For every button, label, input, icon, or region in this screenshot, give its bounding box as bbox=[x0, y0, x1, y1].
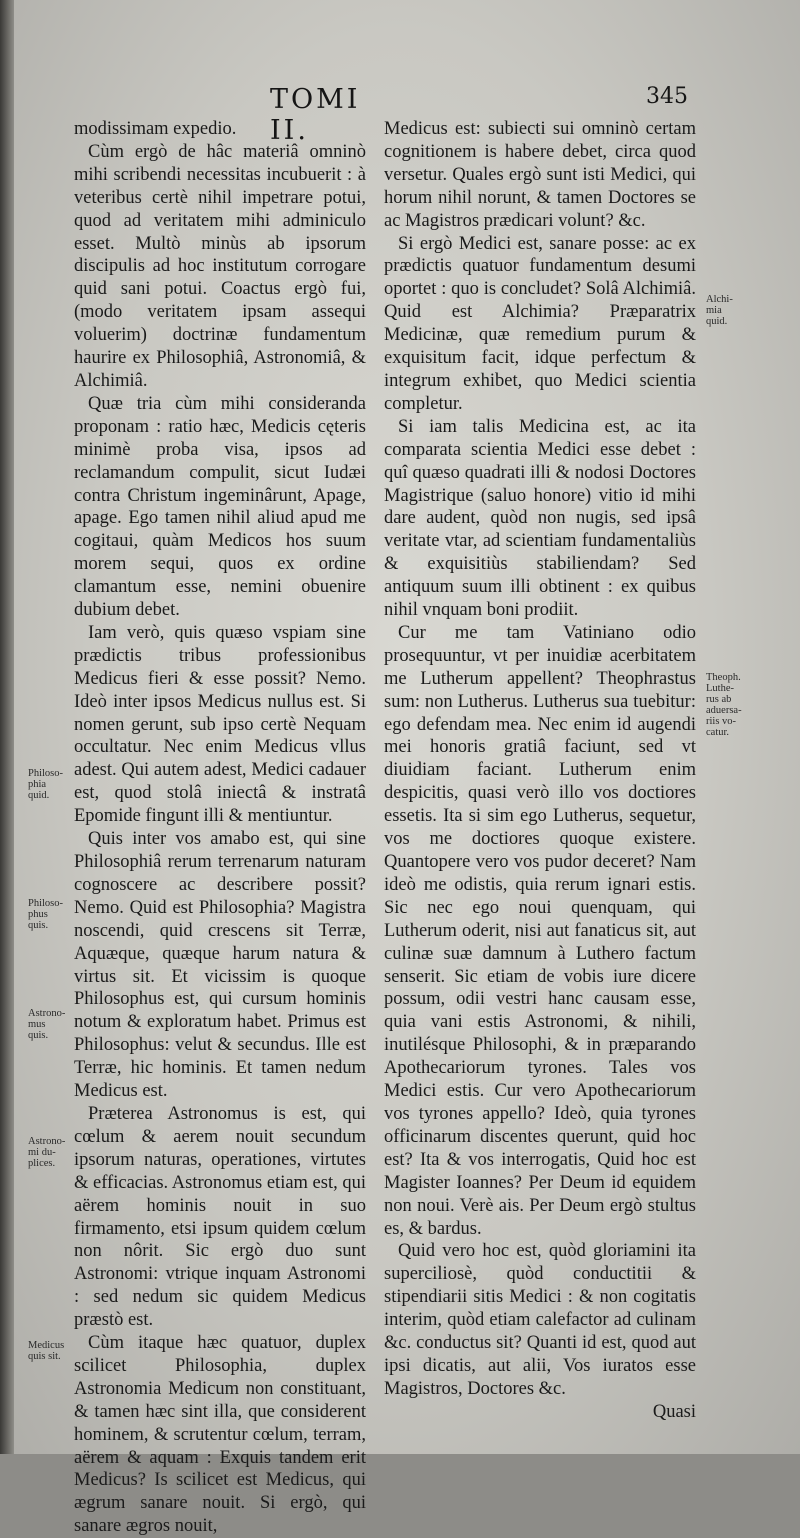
paragraph: Si iam talis Medicina est, ac ita comparata scientia Medici esse debet : quî quæso quadrati illi & nodosi Doctores Magistrique (saluo honore) vitio id mihi dare audent, quòd non nugis, sed ipsâ veritate vtar, ad scientiam fundamentaliùs & exquisitiùs stabiliendam? Sed antiquum suum illi obtinent : ex quibus nihil vnquam boni prodiit. bbox=[384, 416, 696, 621]
left-column bbox=[74, 118, 366, 1538]
marginal-gloss-theophrastus: Theoph. Luthe- rus ab aduersa- riis vo- catur. bbox=[706, 672, 742, 738]
paragraph: Medicus est: subiecti sui omninò certam cognitionem is habere debet, circa quod versetur. Quales ergò sunt isti Medici, qui horum nihil norunt, & tamen Doctores se ac Magistros prædicari volunt? &c. bbox=[384, 119, 696, 231]
marginal-gloss-alchimia: Alchi- mia quid. bbox=[706, 294, 733, 327]
marginal-gloss-astronomus: Astrono- mus quis. bbox=[28, 1008, 66, 1041]
paragraph: Quæ tria cùm mihi consideranda proponam : ratio hæc, Medicis cęteris minimè proba visa, ipsos ad reclamandum compulit, sicut Iudæi contra Christum ingeminârunt, Apage, apage. Ego tamen nihil aliud apud me cogitaui, quàm Medicos hos suum morem sequi, quos ex ordine clamantum esse, nemini obuenire dubium debet. bbox=[74, 393, 366, 621]
catchword: Quasi bbox=[652, 1401, 696, 1422]
paragraph: modissimam expedio. bbox=[74, 119, 237, 139]
paragraph: Præterea Astronomus is est, qui cœlum & aerem nouit secundum ipsorum naturas, operationes, virtutes & efficacias. Astronomus etiam est, qui aërem hominis nouit in suo firmamento, etsi ipsum quidem cœlum non nôrit. Sic ergò duo sunt Astronomi: vtrique inquam Astronomi : sed nedum sic quidem Medicus præstò est. bbox=[74, 1103, 366, 1331]
paragraph: Cùm itaque hæc quatuor, duplex scilicet Philosophia, duplex Astronomia Medicum non constituant, & tamen hæc sint illa, que considerent hominem, & scrutentur cœlum, terram, aërem & aquam : Exquis tandem erit Medicus? Is scilicet est Medicus, qui ægrum sanare nouit. Si ergò, qui sanare ægros nouit, bbox=[74, 1333, 366, 1537]
running-title: TOMI II. bbox=[270, 84, 361, 146]
marginal-gloss-medicus: Medicus quis sit. bbox=[28, 1340, 65, 1362]
right-column bbox=[384, 118, 696, 1424]
marginal-gloss-astronomi: Astrono- mi du- plices. bbox=[28, 1136, 66, 1169]
marginal-gloss-philosophus: Philoso- phus quis. bbox=[28, 898, 64, 931]
marginal-gloss-philosophia: Philoso- phia quid. bbox=[28, 768, 64, 801]
page-number: 345 bbox=[646, 84, 688, 109]
paragraph: Quid vero hoc est, quòd gloriamini ita superciliosè, quòd conductitii & stipendiarii sitis Medici : & non cogitatis interim, quòd etiam calefactor ad culinam &c. conductus sit? Quanti id est, quod aut ipsi dicatis, aut alii, Vos iuratos esse Magistros, Doctores &c. bbox=[384, 1241, 696, 1399]
paragraph: Quis inter vos amabo est, qui sine Philosophiâ rerum terrenarum naturam cognoscere ac describere possit? Nemo. Quid est Philosophia? Magistra noscendi, quid crescens sit Terræ, Aquæque, quæque harum natura & virtus sit. Et vicissim is quoque Philosophus est, qui cursum hominis notum & exploratum habet. Primus est Philosophus: velut & secundus. Ille est Terræ, hic hominis. Et tamen nedum Medicus est. bbox=[74, 829, 366, 1102]
paragraph: Si ergò Medici est, sanare posse: ac ex prædictis quatuor fundamentum desumi oportet : quo is concludet? Solâ Alchimiâ. Quid est Alchimia? Præparatrix Medicinæ, quæ remedium purum & exquisitum facit, idque perfectum & integrum exhibet, quo Medici scientia completur. bbox=[384, 233, 696, 414]
paragraph: Cùm ergò de hâc materiâ omninò mihi scribendi necessitas incubuerit : à veteribus certè nihil impetrare potui, quod ad veritatem mihi adminiculo esset. Multò minùs ab ipsorum discipulis ad hoc institutum corrogare quid sani potui. Coactus ergò fui, (modo veritatem ipsam assequi voluerim) doctrinæ fundamentum haurire ex Philosophiâ, Astronomiâ, & Alchimiâ. bbox=[74, 141, 366, 391]
page-gutter-shadow bbox=[0, 0, 14, 1454]
paragraph: Cur me tam Vatiniano odio prosequuntur, vt per inuidiæ acerbitatem me Lutherum appellent? Theophrastus sum: non Lutherus. Lutherus sua tuebitur: ego defendam mea. Nec enim id augendi mei honoris gratiâ faciunt, sed vt diuidiam faciant. Lutherum enim despicitis, quasi verò illo vos doctiores essetis. Ita si sim ego Lutherus, sequetur, vos me doctiores quoque existere. Quantopere vero vos pudor deceret? Nam ideò me odistis, quia rerum ignari estis. Sic nec ego noui quenquam, qui Lutherum oderit, nisi aut fanaticus sit, aut culinæ suæ damnum à Luthero factum senserit. Sic etiam de vobis iure dicere possum, odii vestri hanc causam esse, quia vani estis Astronomi, & nihili, inutilésque Philosophi, & in præparando Apothecariorum tyrones. Tales vos Medici estis. Cur vero Apothecariorum vos tyrones appello? Ideò, quia tyrones officinarum discentes querunt, quid hoc est? Ita & vos interrogatis, Quid hoc est Magister Ioannes? Per Deum id equidem non noui. Verè ais. Per Deum ergò stultus es, & bardus. bbox=[384, 622, 696, 1239]
paragraph: Iam verò, quis quæso vspiam sine prædictis tribus professionibus Medicus fieri & esse possit? Nemo. Ideò inter ipsos Medicus nullus est. Si nomen gerunt, sub ipso certè Nequam occultatur. Nec enim Medicus vllus adest. Qui autem adest, Medici cadauer est, quod stolâ iniectâ & instratâ Epomide fingunt illi & mentiuntur. bbox=[74, 622, 366, 827]
